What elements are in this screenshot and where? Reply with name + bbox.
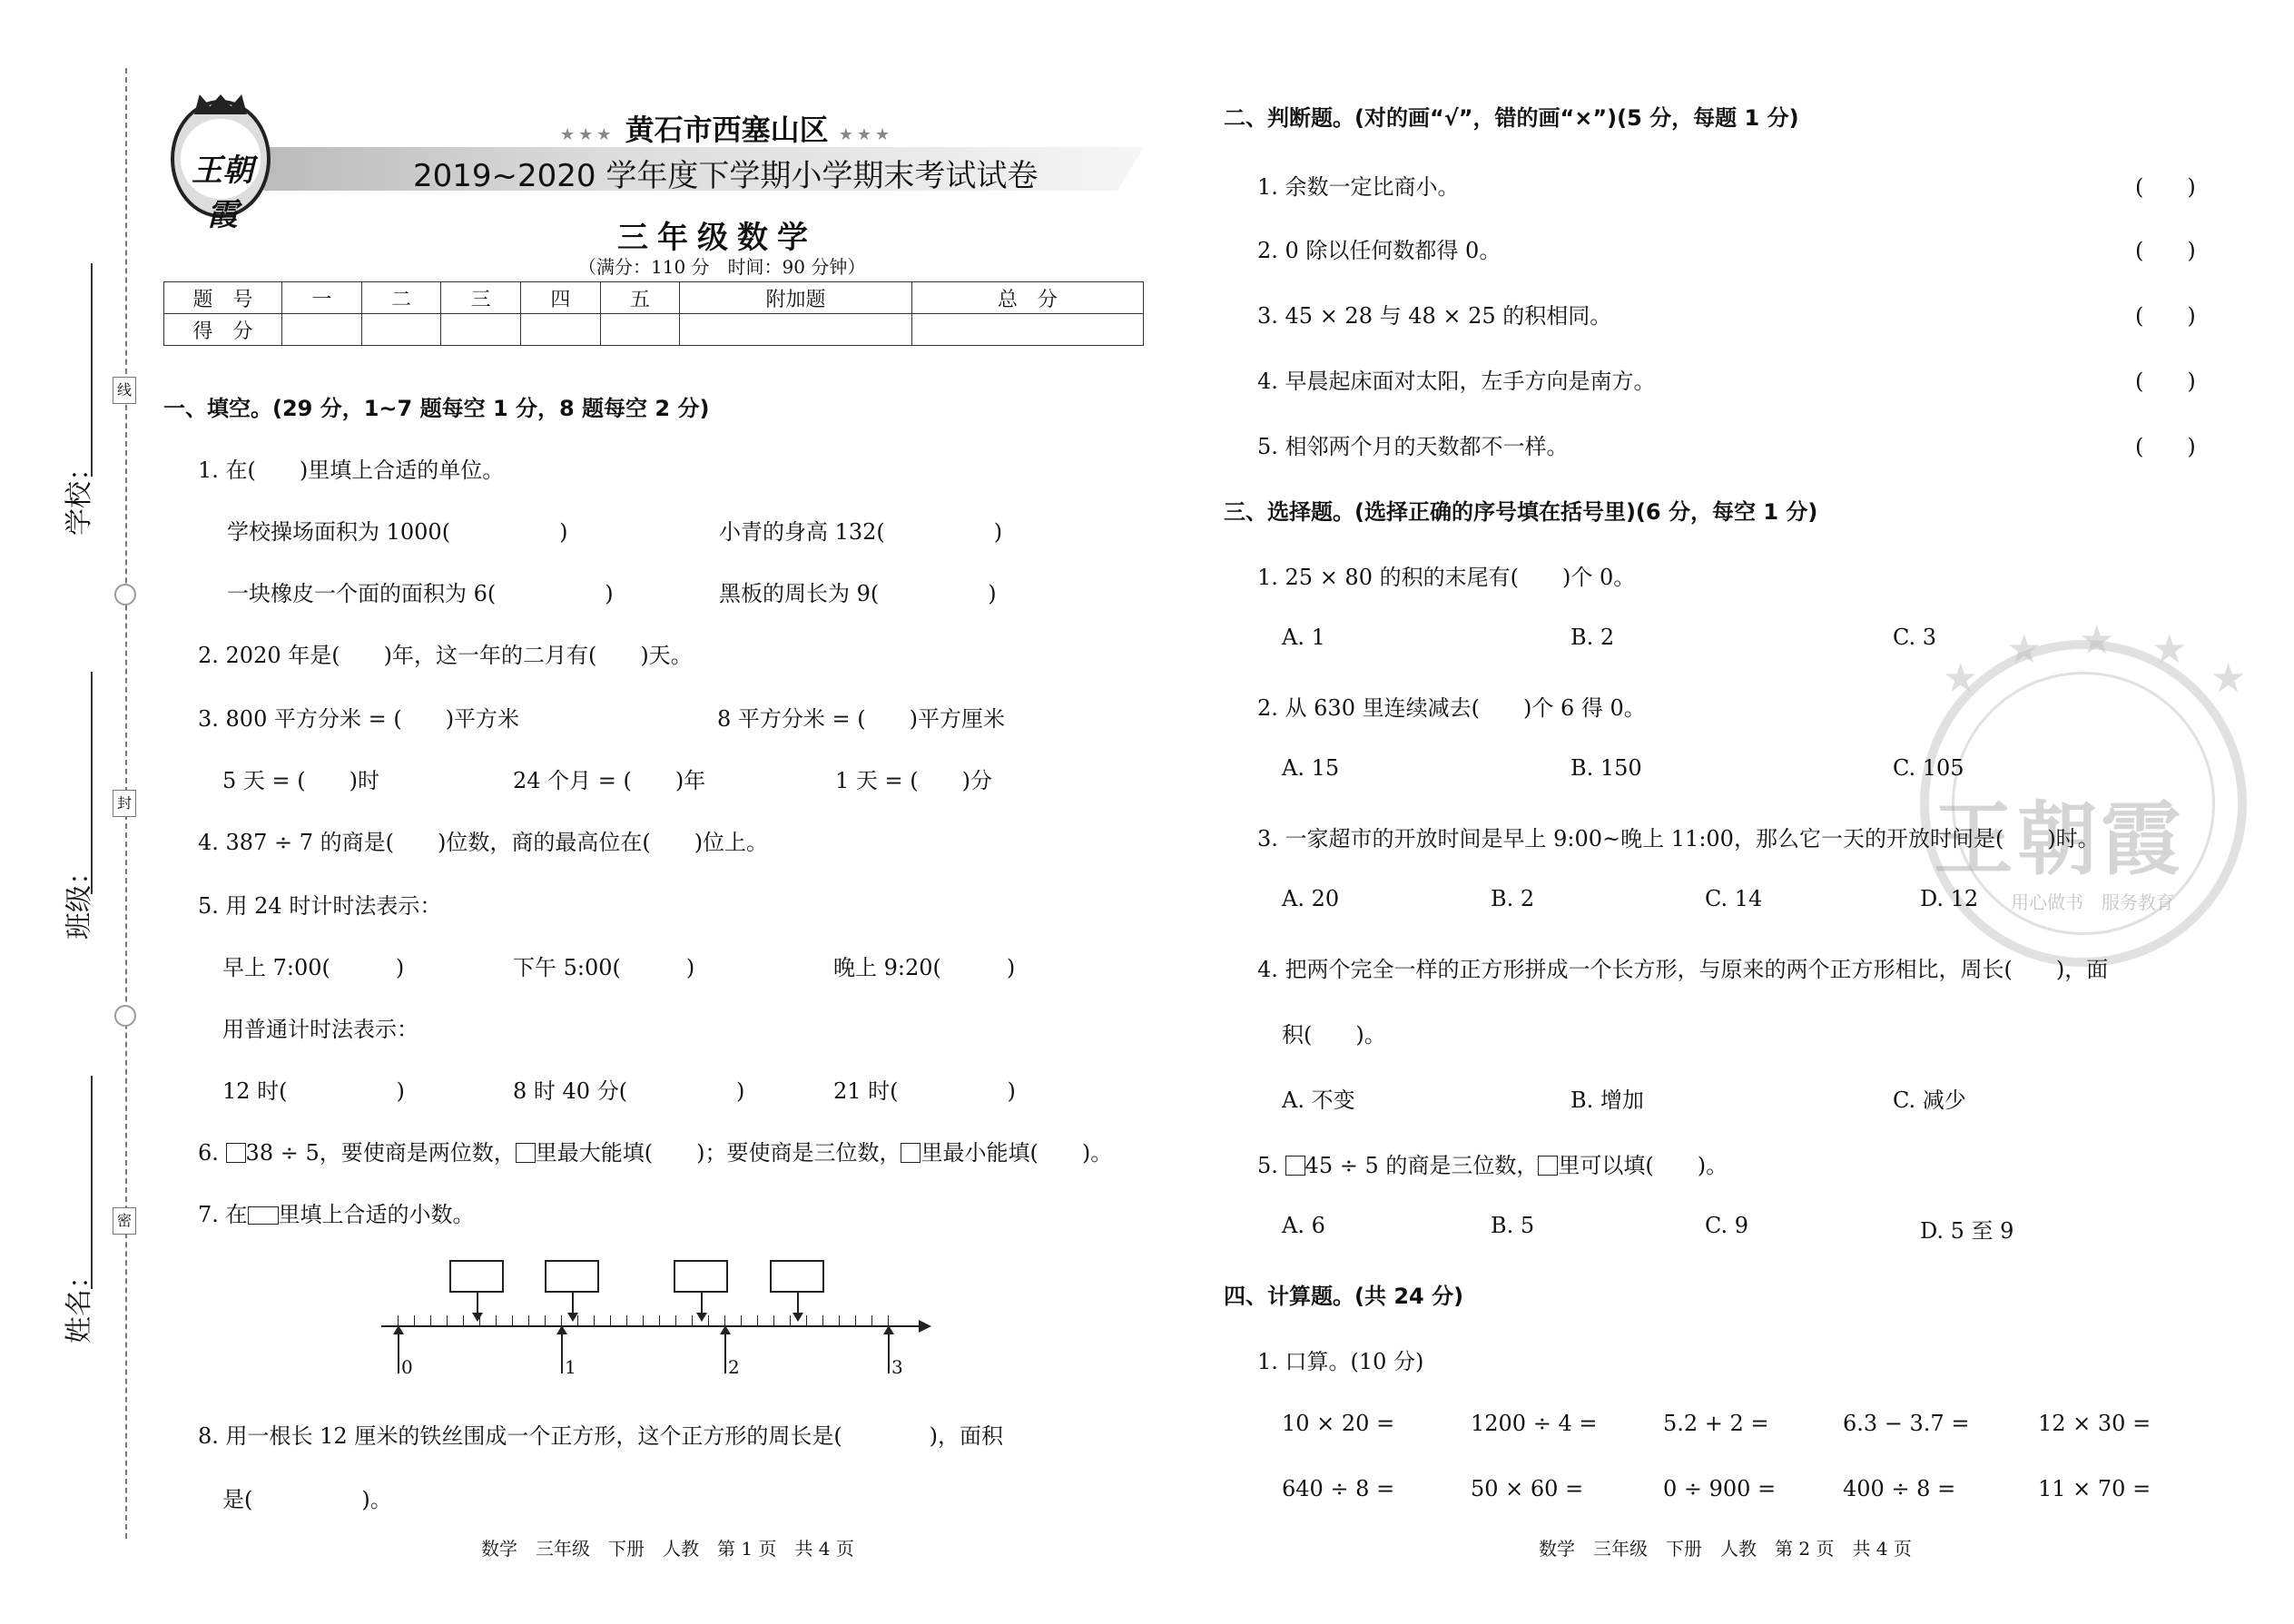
arrow-down-icon (477, 1293, 478, 1314)
q5g: 21 时( ) (833, 1078, 1016, 1104)
binding-mark-line: 线 (113, 377, 136, 404)
tick (512, 1315, 513, 1326)
score-cell[interactable] (911, 314, 1143, 346)
score-table (163, 281, 1144, 346)
q1c: 一块橡皮一个面的面积为 6( ) (227, 581, 614, 606)
calc-item: 0 ÷ 900 = (1663, 1476, 1777, 1501)
stars-left-icon: ★★★ (560, 125, 615, 144)
watermark-star-icon: ★ (2079, 617, 2115, 664)
tick (708, 1315, 709, 1326)
tf-answer-blank[interactable]: ( ) (2135, 369, 2196, 394)
choice-q5-part3: 里可以填( )。 (1558, 1153, 1728, 1178)
arrow-head-icon (793, 1313, 803, 1322)
q3d: 24 个月 = ( )年 (513, 768, 706, 793)
tick (806, 1315, 807, 1326)
tick (871, 1315, 872, 1326)
calc-title: 1. 口算。(10 分) (1257, 1349, 1424, 1374)
exam-title: 2019~2020 学年度下学期小学期末考试试卷 (413, 158, 1039, 194)
choice-option: D. 12 (1920, 886, 1979, 911)
tick (643, 1315, 644, 1326)
q6-part3: 里最小能填( )。 (921, 1140, 1113, 1166)
choice-option: C. 3 (1893, 625, 1937, 650)
q7-part1: 7. 在 (198, 1202, 248, 1227)
tick (463, 1315, 464, 1326)
q5e: 12 时( ) (222, 1078, 405, 1104)
stars-right-icon: ★★★ (838, 125, 894, 144)
section4-title: 四、计算题。(共 24 分) (1224, 1284, 1464, 1309)
score-cell[interactable] (282, 314, 362, 346)
tick (447, 1315, 448, 1326)
choice-option: B. 2 (1570, 625, 1615, 650)
region-title (560, 107, 893, 149)
tick (692, 1315, 693, 1326)
arrow-right-icon (919, 1320, 931, 1333)
calc-item: 1200 ÷ 4 = (1471, 1411, 1598, 1436)
watermark-star-icon: ★ (2006, 626, 2043, 673)
calc-item: 640 ÷ 8 = (1282, 1476, 1395, 1501)
choice-option: C. 减少 (1893, 1088, 1966, 1113)
tick (675, 1315, 676, 1326)
q6-number: 6. (198, 1140, 219, 1166)
calc-item: 12 × 30 = (2038, 1411, 2151, 1436)
choice-option: A. 6 (1282, 1213, 1325, 1238)
tick (741, 1315, 742, 1326)
score-cell[interactable] (680, 314, 911, 346)
section1-title: 一、填空。(29 分，1~7 题每空 1 分，8 题每空 2 分) (163, 396, 710, 421)
choice-q4b: 积( )。 (1282, 1022, 1386, 1048)
blank-square-icon (226, 1143, 246, 1163)
logo-text: 王朝霞 (192, 153, 253, 233)
q5c: 晚上 9:20( ) (833, 955, 1016, 980)
tf-question: 1. 余数一定比商小。 (1257, 174, 1460, 200)
tick (479, 1315, 480, 1326)
calc-item: 10 × 20 = (1282, 1411, 1395, 1436)
choice-option: B. 2 (1491, 886, 1535, 911)
blank-square-icon (516, 1143, 536, 1163)
score-cell[interactable] (441, 314, 521, 346)
q4: 4. 387 ÷ 7 的商是( )位数，商的最高位在( )位上。 (198, 830, 769, 855)
tick (594, 1315, 595, 1326)
tick (773, 1315, 774, 1326)
arrow-down-icon (572, 1293, 574, 1314)
crown-icon (194, 94, 247, 114)
tick (545, 1315, 546, 1326)
tf-question: 5. 相邻两个月的天数都不一样。 (1257, 434, 1569, 459)
section3-title: 三、选择题。(选择正确的序号填在括号里)(6 分，每空 1 分) (1224, 499, 1818, 525)
blank-square-icon (1538, 1156, 1558, 1176)
subject-title: 三年级数学 (617, 220, 817, 256)
q6 (198, 1135, 1112, 1166)
tf-answer-blank[interactable]: ( ) (2135, 238, 2196, 263)
q3a: 3. 800 平方分米 = ( )平方米 (198, 706, 520, 732)
number-line-label-2: 2 (728, 1356, 740, 1378)
choice-q5 (1257, 1147, 1728, 1179)
number-line-label-3: 3 (891, 1356, 903, 1378)
choice-option: B. 5 (1491, 1213, 1535, 1238)
name-underline (91, 1076, 93, 1289)
watermark-star-icon: ★ (2151, 626, 2188, 673)
choice-option: A. 不变 (1282, 1088, 1355, 1113)
q8b: 是( )。 (222, 1487, 392, 1512)
choice-option: A. 15 (1282, 755, 1340, 781)
choice-q2: 2. 从 630 里连续减去( )个 6 得 0。 (1257, 695, 1646, 721)
watermark-text: 王朝霞 (1934, 792, 2185, 886)
calc-item: 400 ÷ 8 = (1843, 1476, 1956, 1501)
answer-box[interactable] (545, 1260, 599, 1293)
watermark-subtext: 用心做书 服务教育 (2011, 891, 2174, 913)
page-footer-right: 数学 三年级 下册 人教 第 2 页 共 4 页 (1539, 1538, 1912, 1560)
tick (528, 1315, 529, 1326)
watermark-star-icon: ★ (2210, 655, 2247, 702)
tf-answer-blank[interactable]: ( ) (2135, 174, 2196, 200)
calc-item: 5.2 + 2 = (1663, 1411, 1769, 1436)
tick (659, 1315, 660, 1326)
arrow-up-icon (398, 1328, 399, 1373)
score-cell[interactable] (521, 314, 601, 346)
tick (430, 1315, 431, 1326)
region-name: 黄石市西塞山区 (625, 113, 829, 147)
number-line-label-1: 1 (565, 1356, 576, 1378)
q1: 1. 在( )里填上合适的单位。 (198, 458, 505, 483)
arrow-down-icon (701, 1293, 703, 1314)
calc-item: 6.3 − 3.7 = (1843, 1411, 1970, 1436)
q7-part2: 里填上合适的小数。 (278, 1202, 475, 1227)
score-header-cell: 题 号 (164, 282, 282, 314)
watermark-star-icon: ★ (1943, 655, 1979, 702)
q3b: 8 平方分米 = ( )平方厘米 (717, 706, 1005, 732)
choice-option: C. 105 (1893, 755, 1964, 781)
choice-option: C. 9 (1705, 1213, 1749, 1238)
q1d: 黑板的周长为 9( ) (719, 581, 997, 606)
tf-question: 4. 早晨起床面对太阳，左手方向是南方。 (1257, 369, 1656, 394)
tick (414, 1315, 415, 1326)
score-table-header-row (164, 282, 1144, 314)
tick (610, 1315, 611, 1326)
score-header-cell: 一 (282, 282, 362, 314)
q5f: 8 时 40 分( ) (513, 1078, 745, 1104)
score-header-cell: 三 (441, 282, 521, 314)
q5: 5. 用 24 时计时法表示： (198, 893, 442, 919)
tick (839, 1315, 840, 1326)
tick (577, 1315, 578, 1326)
blank-rect-icon (248, 1206, 279, 1225)
score-header-cell: 四 (521, 282, 601, 314)
arrow-up-icon (724, 1328, 726, 1373)
binding-hole-icon (114, 1005, 136, 1027)
arrow-head-icon (720, 1325, 731, 1334)
section2-title: 二、判断题。(对的画“√”，错的画“×”)(5 分，每题 1 分) (1224, 105, 1799, 131)
tick (822, 1315, 823, 1326)
tf-answer-blank[interactable]: ( ) (2135, 434, 2196, 459)
arrow-head-icon (883, 1325, 894, 1334)
arrow-head-icon (393, 1325, 404, 1334)
q1b: 小青的身高 132( ) (719, 519, 1003, 545)
score-header-cell: 总 分 (911, 282, 1143, 314)
arrow-head-icon (696, 1313, 707, 1322)
q1a: 学校操场面积为 1000( ) (227, 519, 568, 545)
arrow-head-icon (472, 1313, 483, 1322)
choice-q4a: 4. 把两个完全一样的正方形拼成一个长方形，与原来的两个正方形相比，周长( )，面 (1257, 957, 2109, 982)
q7 (198, 1196, 475, 1228)
tf-answer-blank[interactable]: ( ) (2135, 303, 2196, 329)
blank-square-icon (901, 1143, 921, 1163)
score-row-label: 得 分 (164, 314, 282, 346)
score-cell[interactable] (600, 314, 680, 346)
choice-option: C. 14 (1705, 886, 1763, 911)
tick (855, 1315, 856, 1326)
answer-box[interactable] (449, 1260, 504, 1293)
binding-mark-seal: 封 (113, 790, 136, 817)
choice-q1: 1. 25 × 80 的积的末尾有( )个 0。 (1257, 565, 1636, 590)
arrow-up-icon (561, 1328, 563, 1373)
calc-item: 50 × 60 = (1471, 1476, 1584, 1501)
score-header-cell: 附加题 (680, 282, 911, 314)
score-cell[interactable] (361, 314, 441, 346)
choice-option: D. 5 至 9 (1920, 1218, 2014, 1244)
answer-box[interactable] (770, 1260, 824, 1293)
arrow-head-icon (556, 1325, 567, 1334)
tf-question: 3. 45 × 28 与 48 × 25 的积相同。 (1257, 303, 1612, 329)
score-table-score-row (164, 314, 1144, 346)
choice-q5-number: 5. (1257, 1153, 1278, 1178)
tick (757, 1315, 758, 1326)
q5a: 早上 7:00( ) (222, 955, 405, 980)
score-header-cell: 五 (600, 282, 680, 314)
tick (496, 1315, 497, 1326)
answer-box[interactable] (674, 1260, 728, 1293)
school-label: 学校： (64, 454, 95, 536)
exam-meta: （满分：110 分 时间：90 分钟） (578, 256, 866, 278)
tf-question: 2. 0 除以任何数都得 0。 (1257, 238, 1501, 263)
arrow-up-icon (888, 1328, 890, 1373)
tick (626, 1315, 627, 1326)
q3c: 5 天 = ( )时 (222, 768, 379, 793)
number-line-label-0: 0 (401, 1356, 413, 1378)
name-label: 姓名： (64, 1262, 95, 1343)
q5b: 下午 5:00( ) (513, 955, 695, 980)
q5d: 用普通计时法表示： (222, 1017, 418, 1042)
q8a: 8. 用一根长 12 厘米的铁丝围成一个正方形，这个正方形的周长是( )，面积 (198, 1423, 1004, 1449)
binding-hole-icon (114, 584, 136, 605)
tick (790, 1315, 791, 1326)
blank-square-icon (1285, 1156, 1305, 1176)
choice-option: A. 1 (1282, 625, 1325, 650)
calc-item: 11 × 70 = (2038, 1476, 2151, 1501)
choice-option: A. 20 (1282, 886, 1340, 911)
binding-mark-secret: 密 (113, 1207, 136, 1235)
school-underline (91, 263, 93, 477)
choice-q3: 3. 一家超市的开放时间是早上 9:00~晚上 11:00，那么它一天的开放时间是( )时。 (1257, 826, 2100, 851)
score-header-cell: 二 (361, 282, 441, 314)
class-label: 班级： (64, 858, 95, 940)
q6-part2: 里最大能填( )；要使商是三位数， (535, 1140, 901, 1166)
q6-part1: 38 ÷ 5，要使商是两位数， (245, 1140, 516, 1166)
choice-option: B. 增加 (1570, 1088, 1644, 1113)
choice-option: B. 150 (1570, 755, 1642, 781)
page-footer-left: 数学 三年级 下册 人教 第 1 页 共 4 页 (481, 1538, 854, 1560)
arrow-down-icon (797, 1293, 799, 1314)
q2: 2. 2020 年是( )年，这一年的二月有( )天。 (198, 643, 693, 668)
q3e: 1 天 = ( )分 (835, 768, 992, 793)
choice-q5-part2: 45 ÷ 5 的商是三位数， (1305, 1153, 1539, 1178)
